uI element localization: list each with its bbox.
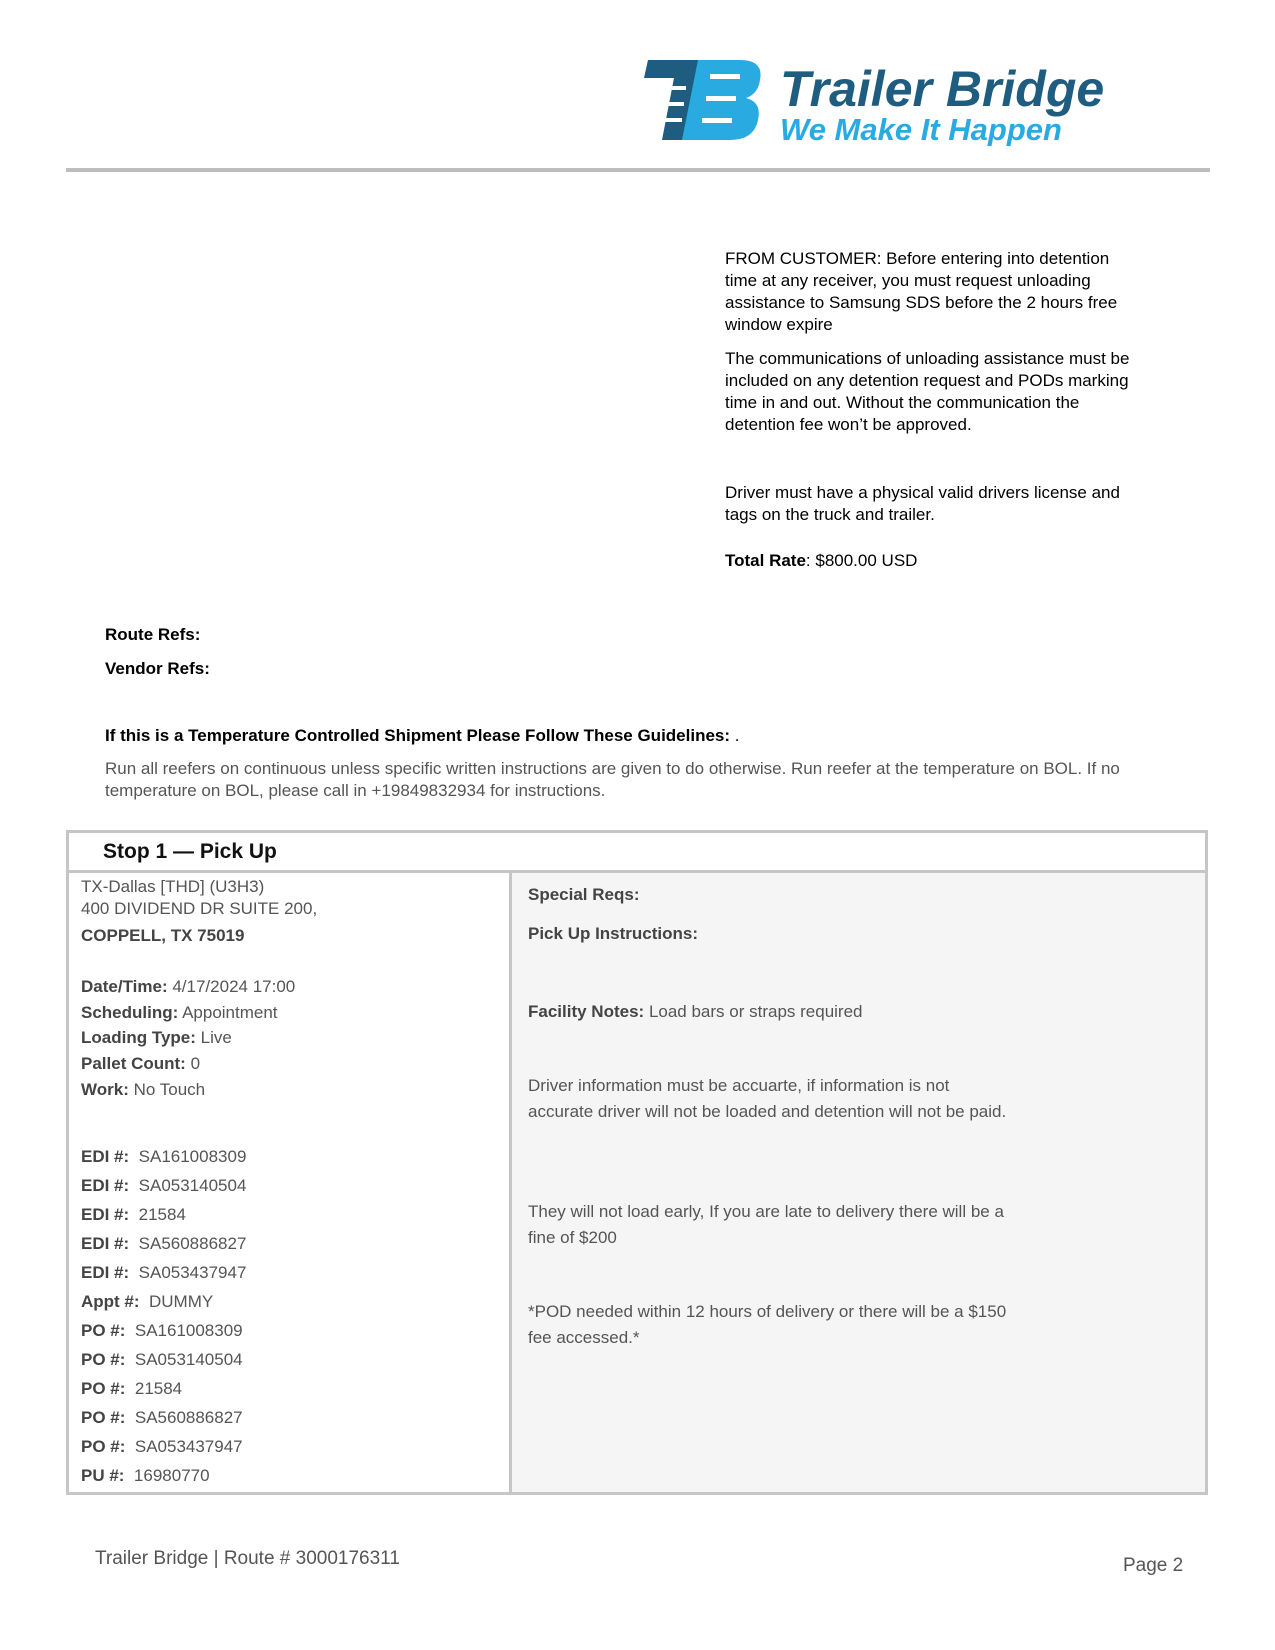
ref-label: EDI #: [81, 1205, 130, 1224]
stop-instructions-column [509, 873, 1205, 1492]
detail-label: Loading Type: [81, 1028, 196, 1047]
stop-city: COPPELL, TX 75019 [81, 926, 245, 945]
ref-label: PU #: [81, 1466, 125, 1485]
detail-row [81, 1028, 232, 1048]
stop-title: Stop 1 — Pick Up [103, 840, 277, 863]
ref-label: EDI #: [81, 1147, 130, 1166]
ref-row [81, 1408, 243, 1428]
ref-row [81, 1263, 246, 1283]
logo-tagline: We Make It Happen [780, 112, 1062, 146]
ref-row [81, 1147, 246, 1167]
ref-value: SA053140504 [138, 1176, 247, 1195]
detail-row [81, 977, 295, 997]
ref-value: SA560886827 [138, 1234, 247, 1253]
ref-label: EDI #: [81, 1263, 130, 1282]
ref-value: SA161008309 [134, 1321, 243, 1340]
detail-value: No Touch [133, 1080, 206, 1099]
temperature-heading [105, 726, 740, 746]
detail-row [81, 1003, 278, 1023]
ref-value: 21584 [138, 1205, 186, 1224]
ref-value: 21584 [134, 1379, 183, 1398]
temperature-heading-text: If this is a Temperature Controlled Shipment Please Follow These Guidelines: [105, 726, 731, 745]
ref-label: Appt #: [81, 1292, 140, 1311]
ref-label: PO #: [81, 1437, 126, 1456]
total-rate [725, 550, 1145, 572]
detail-label: Work: [81, 1080, 129, 1099]
ref-value: SA053140504 [134, 1350, 243, 1369]
ref-value: SA161008309 [138, 1147, 247, 1166]
ref-label: PO #: [81, 1321, 126, 1340]
detail-value: 0 [190, 1054, 201, 1073]
footer-page-number: Page 2 [1123, 1555, 1184, 1576]
customer-notes [725, 248, 1145, 572]
ref-value: SA560886827 [134, 1408, 243, 1427]
logo-name: Trailer Bridge [780, 61, 1105, 117]
ref-row [81, 1176, 246, 1196]
note-detention: FROM CUSTOMER: Before entering into detention time at any receiver, you must request unloading assistance to Samsung SDS before the 2 hours free window expire [725, 249, 1118, 334]
special-reqs-label: Special Reqs: [528, 885, 640, 904]
note-license: Driver must have a physical valid drivers license and tags on the truck and trailer. [725, 483, 1120, 524]
header-divider [66, 168, 1210, 172]
ref-label: PO #: [81, 1408, 126, 1427]
detail-value: 4/17/2024 17:00 [172, 977, 296, 996]
stop-details-column [69, 873, 509, 1492]
detail-label: Scheduling: [81, 1003, 179, 1022]
ref-value: SA053437947 [138, 1263, 247, 1282]
route-refs-label: Route Refs: [105, 625, 201, 644]
ref-label: EDI #: [81, 1176, 130, 1195]
ref-row [81, 1321, 243, 1341]
detail-value: Live [200, 1028, 232, 1047]
ref-row [81, 1437, 243, 1457]
ref-row [81, 1466, 210, 1486]
detail-value: Appointment [182, 1003, 278, 1022]
facility-notes-value: Load bars or straps required [648, 1002, 863, 1021]
temperature-guidelines: Run all reefers on continuous unless specific written instructions are given to do otherwise. Run reefer at the temperature on BOL. If no temperature on BOL, please call in +19849832934 for instructions. [105, 759, 1120, 800]
vendor-refs-label: Vendor Refs: [105, 659, 210, 678]
ref-row [81, 1292, 213, 1312]
ref-label: EDI #: [81, 1234, 130, 1253]
pickup-instructions-label: Pick Up Instructions: [528, 924, 699, 943]
ref-label: PO #: [81, 1350, 126, 1369]
footer-route: Trailer Bridge | Route # 3000176311 [95, 1548, 400, 1569]
driver-info-note: Driver information must be accuarte, if information is not accurate driver will not be loaded and detention will not be paid. [528, 1076, 1007, 1121]
late-fine-note: They will not load early, If you are late to delivery there will be a fine of $200 [528, 1202, 1004, 1247]
facility-notes-label: Facility Notes: [528, 1002, 645, 1021]
ref-row [81, 1350, 243, 1370]
pod-fee-note: *POD needed within 12 hours of delivery or there will be a $150 fee accessed.* [528, 1302, 1007, 1347]
ref-label: PO #: [81, 1379, 126, 1398]
total-rate-value: : $800.00 USD [805, 551, 918, 570]
facility-notes [528, 1002, 863, 1022]
ref-row [81, 1379, 182, 1399]
company-logo [640, 56, 1200, 146]
detail-row [81, 1054, 200, 1074]
ref-row [81, 1205, 186, 1225]
temperature-heading-suffix: . [730, 726, 740, 745]
ref-value: DUMMY [149, 1292, 214, 1311]
ref-value: 16980770 [133, 1466, 210, 1485]
stop-panel [66, 830, 1208, 1495]
stop-location: TX-Dallas [THD] (U3H3) [81, 877, 265, 896]
total-rate-label: Total Rate [725, 551, 806, 570]
ref-value: SA053437947 [134, 1437, 243, 1456]
stop-header [69, 833, 1205, 873]
detail-label: Date/Time: [81, 977, 168, 996]
detail-label: Pallet Count: [81, 1054, 186, 1073]
stop-address: 400 DIVIDEND DR SUITE 200, [81, 899, 318, 918]
note-communication: The communications of unloading assistance must be included on any detention request and PODs marking time in and out. Without the communication the detention fee won’t be approved. [725, 349, 1130, 434]
detail-row [81, 1080, 205, 1100]
ref-row [81, 1234, 246, 1254]
